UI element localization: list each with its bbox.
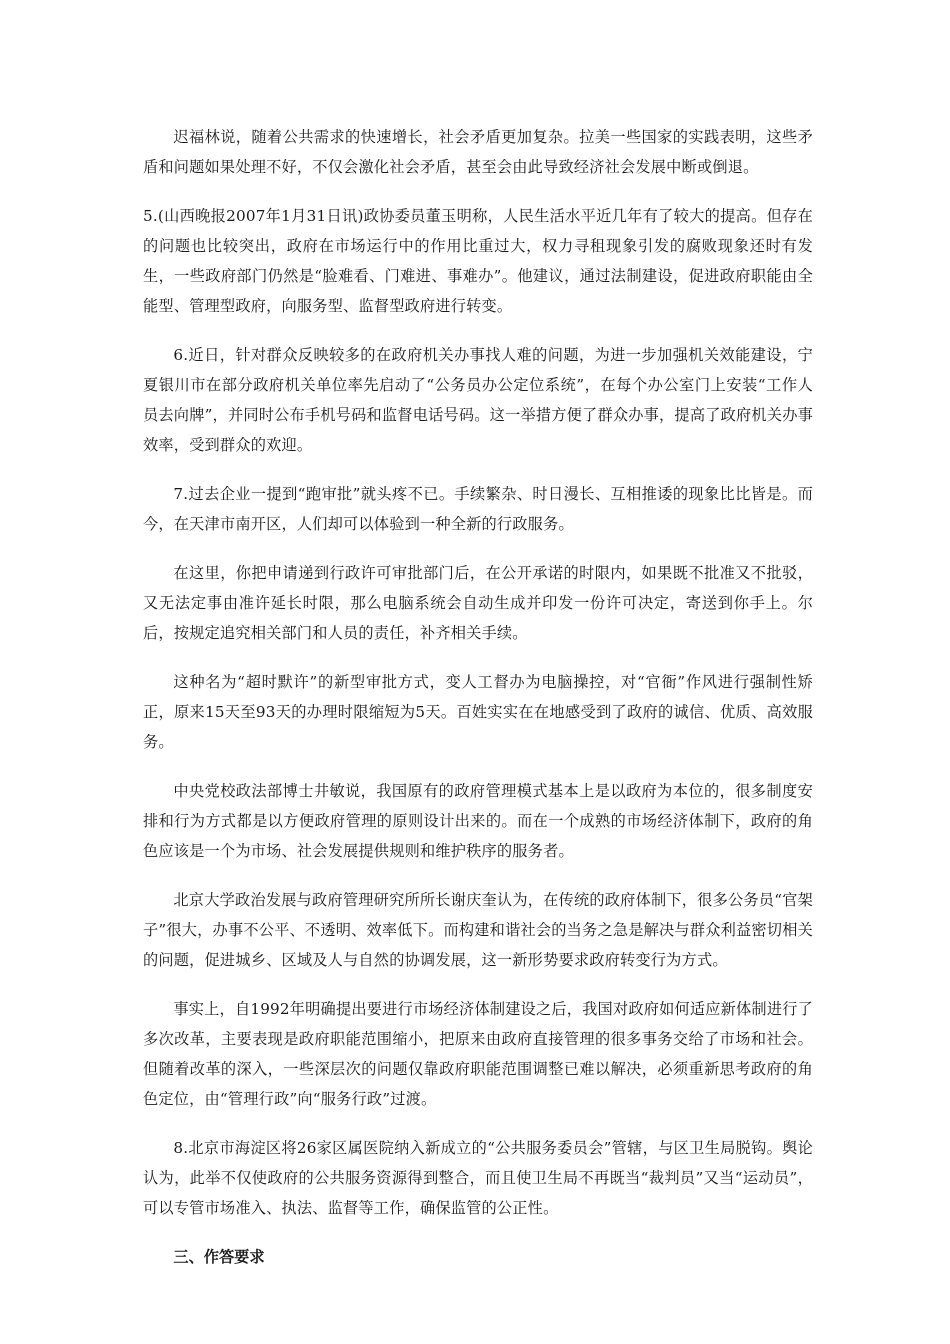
paragraph-xie-qingkui: 北京大学政治发展与政府管理研究所所长谢庆奎认为，在传统的政府体制下，很多公务员“官架子”很大，办事不公平、不透明、效率低下。而构建和谐社会的当务之急是解决与群众利益密切相关的问题，促进城乡、区域及人与自然的协调发展，这一新形势要求政府转变行为方式。 (143, 891, 813, 969)
paragraph-jing-min: 中央党校政法部博士井敏说，我国原有的政府管理模式基本上是以政府为本位的，很多制度安排和行为方式都是以方便政府管理的原则设计出来的。而在一个成熟的市场经济体制下，政府的角色应该是一个为市场、社会发展提供规则和维护秩序的服务者。 (143, 782, 813, 860)
paragraph-chi-fulin: 迟福林说，随着公共需求的快速增长，社会矛盾更加复杂。拉美一些国家的实践表明，这些矛盾和问题如果处理不好，不仅会激化社会矛盾，甚至会由此导致经济社会发展中断或倒退。 (143, 128, 813, 176)
paragraph-item-8: 8.北京市海淀区将26家区属医院纳入新成立的“公共服务委员会”管辖，与区卫生局脱钩。舆论认为，此举不仅使政府的公共服务资源得到整合，而且使卫生局不再既当“裁判员”又当“运动员”，可以专管市场准入、执法、监督等工作，确保监管的公正性。 (143, 1139, 813, 1217)
paragraph-item-7-detail: 在这里，你把申请递到行政许可审批部门后，在公开承诺的时限内，如果既不批准又不批驳，又无法定事由准许延长时限，那么电脑系统会自动生成并印发一份许可决定，寄送到你手上。尔后，按规定追究相关部门和人员的责任，补齐相关手续。 (143, 564, 813, 642)
paragraph-item-7: 7.过去企业一提到“跑审批”就头疼不已。手续繁杂、时日漫长、互相推诿的现象比比皆是。而今，在天津市南开区，人们却可以体验到一种全新的行政服务。 (143, 485, 813, 533)
paragraph-reform-1992: 事实上，自1992年明确提出要进行市场经济体制建设之后，我国对政府如何适应新体制进行了多次改革，主要表现是政府职能范围缩小，把原来由政府直接管理的很多事务交给了市场和社会。但随着改革的深入，一些深层次的问题仅靠政府职能范围调整已难以解决，必须重新思考政府的角色定位，由“管理行政”向“服务行政”过渡。 (143, 1000, 813, 1108)
document-body (143, 122, 813, 1272)
paragraph-item-5: 5.(山西晚报2007年1月31日讯)政协委员董玉明称，人民生活水平近几年有了较大的提高。但存在的问题也比较突出，政府在市场运行中的作用比重过大，权力寻租现象引发的腐败现象还时有发生，一些政府部门仍然是“脸难看、门难进、事难办”。他建议，通过法制建设，促进政府职能由全能型、管理型政府，向服务型、监督型政府进行转变。 (143, 207, 813, 315)
paragraph-item-7-timeout: 这种名为“超时默许”的新型审批方式，变人工督办为电脑操控，对“官衙”作风进行强制性矫正，原来15天至93天的办理时限缩短为5天。百姓实实在在地感受到了政府的诚信、优质、高效服务。 (143, 673, 813, 751)
paragraph-item-6: 6.近日，针对群众反映较多的在政府机关办事找人难的问题，为进一步加强机关效能建设，宁夏银川市在部分政府机关单位率先启动了“公务员办公定位系统”，在每个办公室门上安装“工作人员去向牌”，并同时公布手机号码和监督电话号码。这一举措方便了群众办事，提高了政府机关办事效率，受到群众的欢迎。 (143, 346, 813, 454)
section-heading: 三、作答要求 (173, 1248, 265, 1266)
